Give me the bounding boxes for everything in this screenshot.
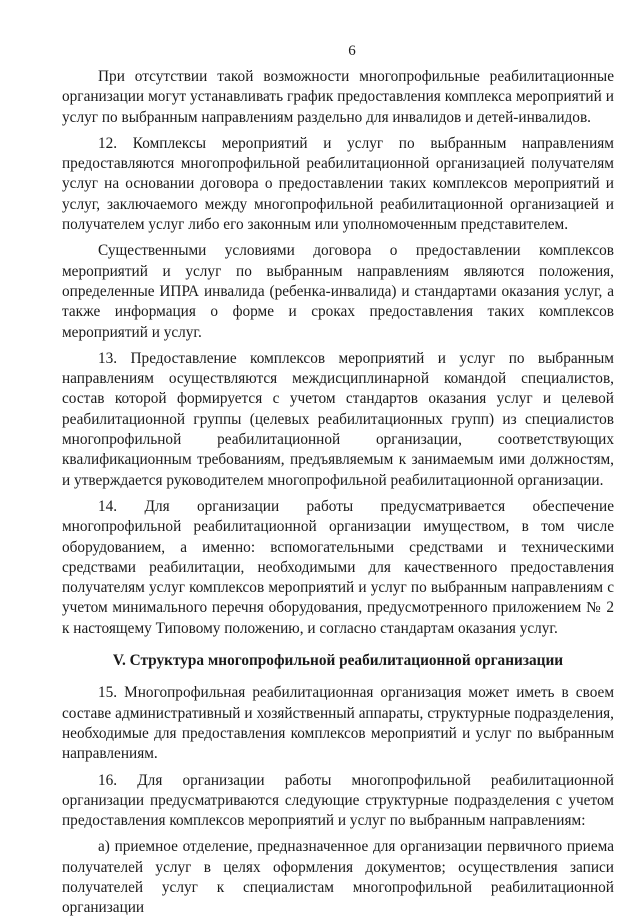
paragraph-item-14: 14. Для организации работы предусматривается обеспечение многопрофильной реабилитационной организации имуществом, в том числе оборудованием, а именно: вспомогательными средствами и техническими средствами реабилитации, необходимыми для качественного предоставления получателям услуг комплексов мероприятий и услуг по выбранным направлениям с учетом минимального перечня оборудования, предусмотренного приложением № 2 к настоящему Типовому положению, и согласно стандартам оказания услуг. xyxy=(62,497,614,637)
paragraph-item-16: 16. Для организации работы многопрофильной реабилитационной организации предусматриваются следующие структурные подразделения с учетом предоставления комплексов мероприятий и услуг по выбранным направлениям: xyxy=(62,771,614,830)
page-number: 6 xyxy=(348,43,356,59)
paragraph-essential-conditions: Существенными условиями договора о предоставлении комплексов мероприятий и услуг по выбранным направлениям являются положения, определенные ИПРА инвалида (ребенка-инвалида) и стандартами оказания услуг, а также информация о форме и сроках предоставления таких комплексов мероприятий и услуг. xyxy=(62,242,614,341)
paragraph-continuation: При отсутствии такой возможности многопрофильные реабилитационные организации могут устанавливать график предоставления комплекса мероприятий и услуг по выбранным направлениям раздельно для инвалидов и детей-инвалидов. xyxy=(62,68,614,126)
paragraph-item-13: 13. Предоставление комплексов мероприятий и услуг по выбранным направлениям осуществляются междисциплинарной командой специалистов, состав которой формируется с учетом стандартов оказания услуг и целевой реабилитационной группы (целевых реабилитационных групп) из специалистов многопрофильной реабилитационной организации, соответствующих квалификационным требованиям, предъявляемым к занимаемым ими должностям, и утверждается руководителем многопрофильной реабилитационной организации. xyxy=(62,349,614,489)
paragraph-subitem-a: а) приемное отделение, предназначенное для организации первичного приема получателей услуг в целях оформления документов; осуществления записи получателей услуг к специалистам многопрофильной реабилитационной организации xyxy=(62,838,614,917)
section-heading: V. Структура многопрофильной реабилитационной организации xyxy=(112,652,564,670)
paragraph-item-12: 12. Комплексы мероприятий и услуг по выбранным направлениям предоставляются многопрофильной реабилитационной организацией получателям услуг на основании договора о предоставлении таких комплексов мероприятий и услуг, заключаемого между многопрофильной реабилитационной организацией и получателем услуг либо его законным или уполномоченным представителем. xyxy=(62,134,614,234)
paragraph-item-15: 15. Многопрофильная реабилитационная организация может иметь в своем составе административный и хозяйственный аппараты, структурные подразделения, необходимые для предоставления комплексов мероприятий и услуг по выбранным направлениям. xyxy=(62,684,614,763)
